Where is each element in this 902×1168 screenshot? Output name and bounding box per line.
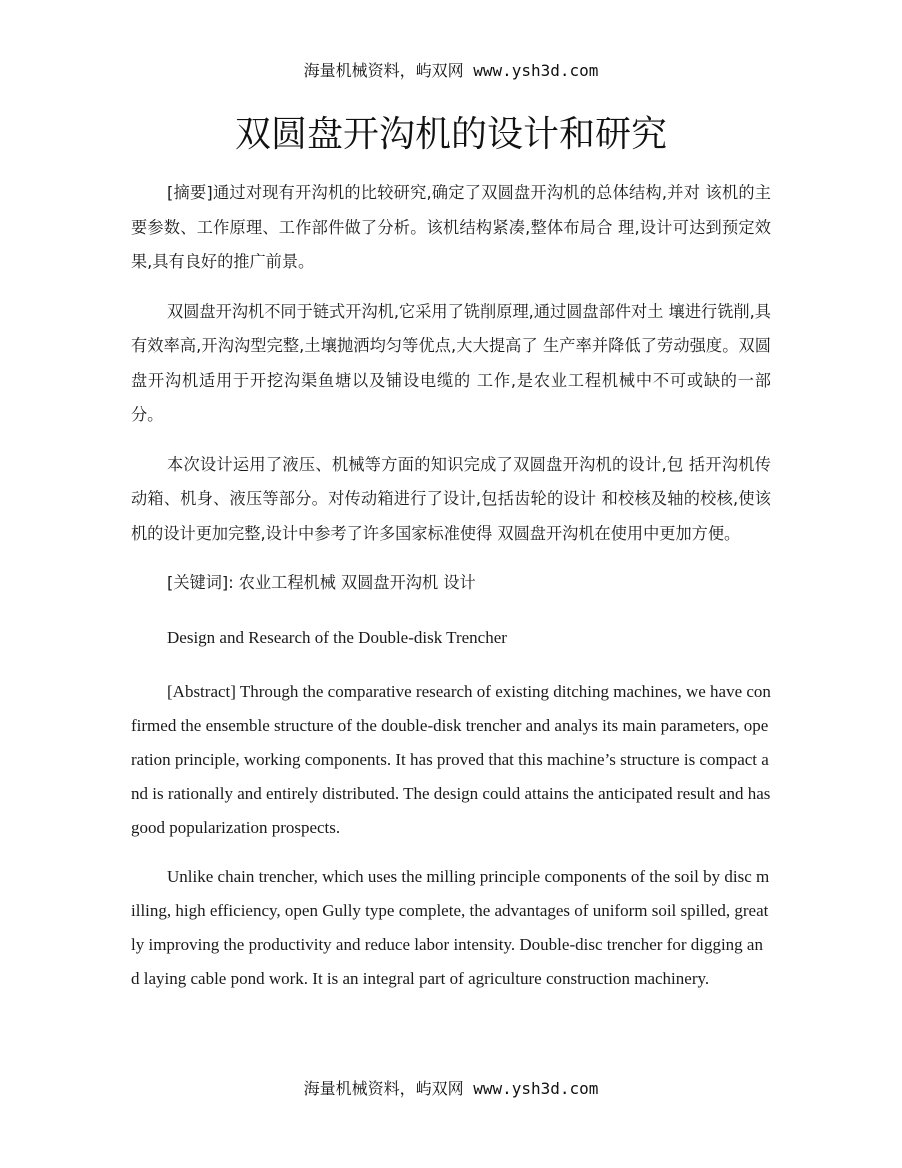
design-cn-paragraph: 本次设计运用了液压、机械等方面的知识完成了双圆盘开沟机的设计,包 括开沟机传动箱、机身、液压等部分。对传动箱进行了设计,包括齿轮的设计 和校核及轴的校核,使该机的设计更加完整,设计中参考了许多国家标准使得 双圆盘开沟机在使用中更加方便。 [131,454,771,543]
keywords-cn: [关键词]: 农业工程机械 双圆盘开沟机 设计 [167,573,476,592]
page-title: 双圆盘开沟机的设计和研究 [234,114,667,155]
document-body [131,176,771,1011]
page-header: 海量机械资料，屿双网 www.ysh3d.com [303,61,599,80]
intro-cn-paragraph: 双圆盘开沟机不同于链式开沟机,它采用了铣削原理,通过圆盘部件对土 壤进行铣削,具有效率高,开沟沟型完整,土壤抛洒均匀等优点,大大提高了 生产率并降低了劳动强度。双圆盘开沟机适用于开挖沟渠鱼塘以及铺设电缆的 工作,是农业工程机械中不可或缺的一部分。 [131,301,771,424]
abstract-cn-paragraph: [摘要]通过对现有开沟机的比较研究,确定了双圆盘开沟机的总体结构,并对 该机的主要参数、工作原理、工作部件做了分析。该机结构紧凑,整体布局合 理,设计可达到预定效果,具有良好的推广前景。 [131,183,771,271]
intro-en-paragraph: Unlike chain trencher, which uses the milling principle components of the soil by disc milling, high efficiency, open Gully type complete, the advantages of uniform soil spilled, greatly improving the productivity and reduce labor intensity. Double-disc trencher for digging and laying cable pond work. It is an integral part of agriculture construction machinery. [131,866,770,988]
page-footer: 海量机械资料，屿双网 www.ysh3d.com [303,1079,599,1098]
abstract-en-paragraph: [Abstract] Through the comparative research of existing ditching machines, we have confirmed the ensemble structure of the double-disk trencher and analys its main parameters, operation principle, working components. It has proved that this machine’s structure is compact and is rationally and entirely distributed. The design could attains the anticipated result and has good popularization prospects. [131,681,771,837]
english-title: Design and Research of the Double-disk Trencher [167,627,507,647]
